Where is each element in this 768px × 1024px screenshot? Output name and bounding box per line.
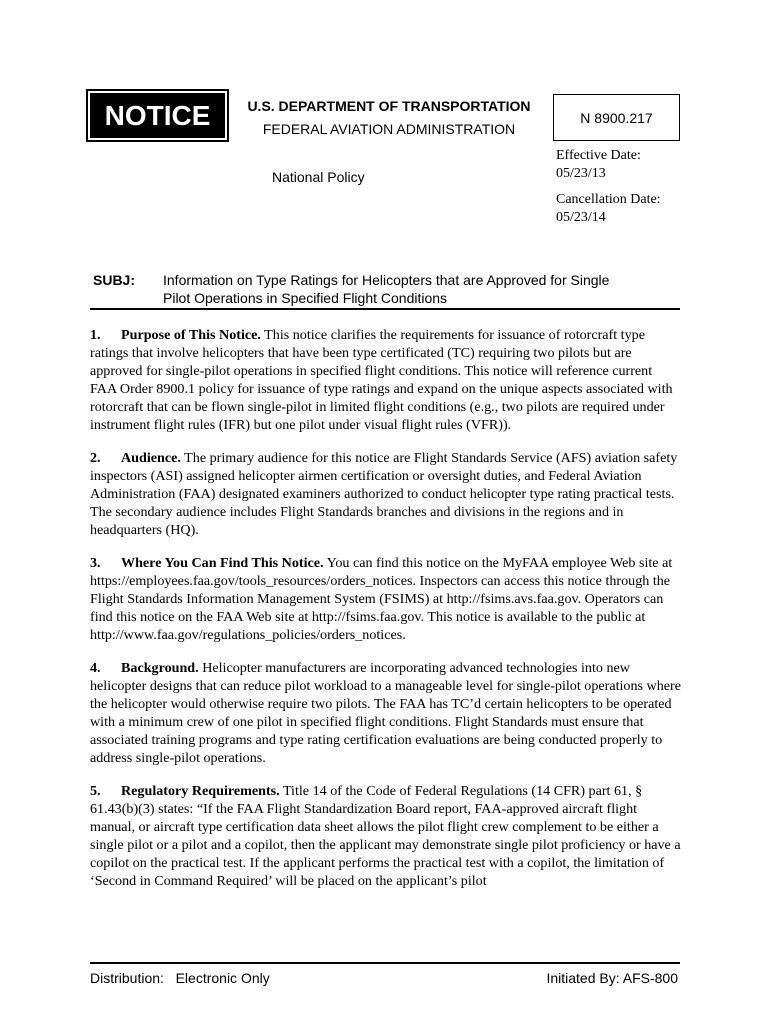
policy-type: National Policy xyxy=(272,169,365,185)
section-number: 5. xyxy=(90,783,101,799)
section-text: Helicopter manufacturers are incorporating advanced technologies into new helicopter designs that can reduce pilot workload to a manageable level for single-pilot operations where the helicopter would otherwise require two pilots. The FAA has TC’d certain helicopters to be operated with a minimum crew of one pilot in specified flight conditions. Flight Standards must ensure that associated training programs and type rating certification evaluations are being conducted properly to address single-pilot operations. xyxy=(90,660,681,766)
section-regulatory xyxy=(90,782,682,890)
section-audience xyxy=(90,449,682,539)
cancellation-date: 05/23/14 xyxy=(556,210,606,225)
section-number: 3. xyxy=(90,555,101,571)
section-heading: Purpose of This Notice. xyxy=(121,327,261,343)
section-heading: Audience. xyxy=(121,450,181,466)
section-purpose xyxy=(90,326,682,434)
department-heading xyxy=(233,97,545,138)
notice-label: NOTICE xyxy=(104,100,211,131)
section-heading: Regulatory Requirements. xyxy=(121,783,280,799)
subject-label: SUBJ: xyxy=(93,272,136,288)
initiated-by: Initiated By: AFS-800 xyxy=(546,970,678,986)
distribution: Distribution: Electronic Only xyxy=(90,970,270,986)
notice-badge xyxy=(90,93,225,138)
section-text: Title 14 of the Code of Federal Regulations (14 CFR) part 61, § 61.43(b)(3) states: “If the FAA Flight Standardization Board report, FAA-approved aircraft flight manual, or aircraft type certification data sheet allows the pilot flight crew complement to be either a single pilot or a pilot and a copilot, then the applicant may demonstrate single pilot proficiency or have a copilot on the practical test. If the applicant performs the practical test with a copilot, the limitation of ‘Second in Command Required’ will be placed on the applicant’s pilot xyxy=(90,783,681,889)
section-number: 1. xyxy=(90,327,101,343)
subject-text xyxy=(163,271,683,307)
section-background xyxy=(90,659,682,767)
notice-number-box xyxy=(553,94,680,141)
section-heading: Where You Can Find This Notice. xyxy=(121,555,324,571)
footer-divider xyxy=(90,962,680,964)
cancellation-date-label: Cancellation Date: xyxy=(556,192,661,207)
notice-number: N 8900.217 xyxy=(580,109,653,126)
agency-name: FEDERAL AVIATION ADMINISTRATION xyxy=(262,121,516,137)
header-divider xyxy=(90,308,680,310)
subject-line-1: Information on Type Ratings for Helicopters that are Approved for Single xyxy=(163,272,610,288)
section-number: 2. xyxy=(90,450,101,466)
dates-block xyxy=(556,147,736,227)
effective-date: 05/23/13 xyxy=(556,166,606,181)
section-text: This notice clarifies the requirements for issuance of rotorcraft type ratings that involve helicopters that have been type certificated (TC) requiring two pilots but are approved for single-pilot operations in specified flight conditions. This notice will reference current FAA Order 8900.1 policy for issuance of type ratings and expand on the unique aspects associated with rotorcraft that can be flown single-pilot in limited flight conditions (e.g., two pilots are required under instrument flight rules (IFR) but one pilot under visual flight rules (VFR)). xyxy=(90,327,673,433)
section-text: You can find this notice on the MyFAA employee Web site at https://employees.faa.gov/tools_resources/orders_notices. Inspectors can access this notice through the Flight Standards Information Management System (FSIMS) at http://fsims.avs.faa.gov. Operators can find this notice on the FAA Web site at http://fsims.faa.gov. This notice is available to the public at http://www.faa.gov/regulations_policies/orders_notices. xyxy=(90,555,673,643)
subject-line-2: Pilot Operations in Specified Flight Conditions xyxy=(163,290,448,306)
section-heading: Background. xyxy=(121,660,199,676)
notice-body xyxy=(90,326,682,905)
section-where-to-find xyxy=(90,554,682,644)
department-name: U.S. DEPARTMENT OF TRANSPORTATION xyxy=(247,98,531,114)
section-text: The primary audience for this notice are Flight Standards Service (AFS) aviation safety inspectors (ASI) assigned helicopter airmen certification or oversight duties, and Federal Aviation Administration (FAA) designated examiners authorized to conduct helicopter type rating practical tests. The secondary audience includes Flight Standards branches and divisions in the regions and in headquarters (HQ). xyxy=(90,450,678,538)
effective-date-label: Effective Date: xyxy=(556,148,641,163)
section-number: 4. xyxy=(90,660,101,676)
